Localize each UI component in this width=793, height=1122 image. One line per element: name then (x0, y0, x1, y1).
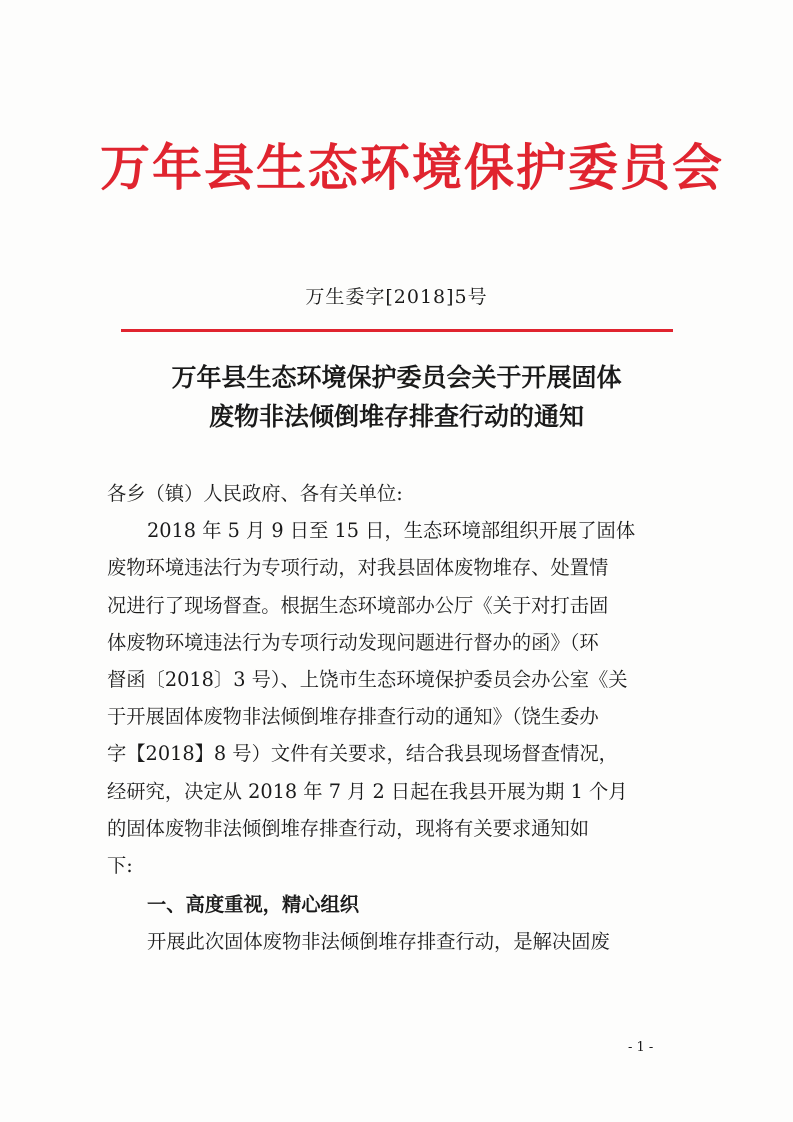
paragraph-line: 废物环境违法行为专项行动，对我县固体废物堆存、处置情 (107, 556, 609, 580)
red-separator-line (121, 329, 673, 332)
paragraph-2-start: 开展此次固体废物非法倾倒堆存排查行动，是解决固废 (147, 930, 610, 954)
paragraph-line: 况进行了现场督查。根据生态环境部办公厅《关于对打击固 (107, 593, 609, 617)
page-number: - 1 - (628, 1040, 654, 1055)
paragraph-line: 下: (107, 853, 133, 877)
paragraph-line: 的固体废物非法倾倒堆存排查行动，现将有关要求通知如 (107, 816, 590, 840)
issuing-organization-header: 万年县生态环境保护委员会 (100, 138, 724, 197)
document-number: 万生委字[2018]5号 (305, 286, 488, 308)
section-heading-1: 一、高度重视，精心组织 (147, 893, 360, 917)
paragraph-line: 2018 年 5 月 9 日至 15 日，生态环境部组织开展了固体 (147, 519, 636, 543)
paragraph-1 (107, 512, 687, 884)
paragraph-line: 于开展固体废物非法倾倒堆存排查行动的通知》（饶生委办 (107, 705, 599, 729)
title-line-1: 万年县生态环境保护委员会关于开展固体 (171, 363, 622, 392)
title-line-2: 废物非法倾倒堆存排查行动的通知 (208, 402, 584, 431)
document-body (107, 475, 687, 960)
paragraph-line: 体废物环境违法行为专项行动发现问题进行督办的函》（环 (107, 630, 599, 654)
salutation: 各乡（镇）人民政府、各有关单位: (107, 482, 403, 505)
document-title (0, 358, 793, 436)
paragraph-line: 经研究，决定从 2018 年 7 月 2 日起在我县开展为期 1 个月 (107, 779, 628, 803)
paragraph-line: 字【2018】8 号）文件有关要求，结合我县现场督查情况， (107, 742, 618, 766)
paragraph-line: 督函〔2018〕3 号）、上饶市生态环境保护委员会办公室《关 (107, 667, 628, 691)
